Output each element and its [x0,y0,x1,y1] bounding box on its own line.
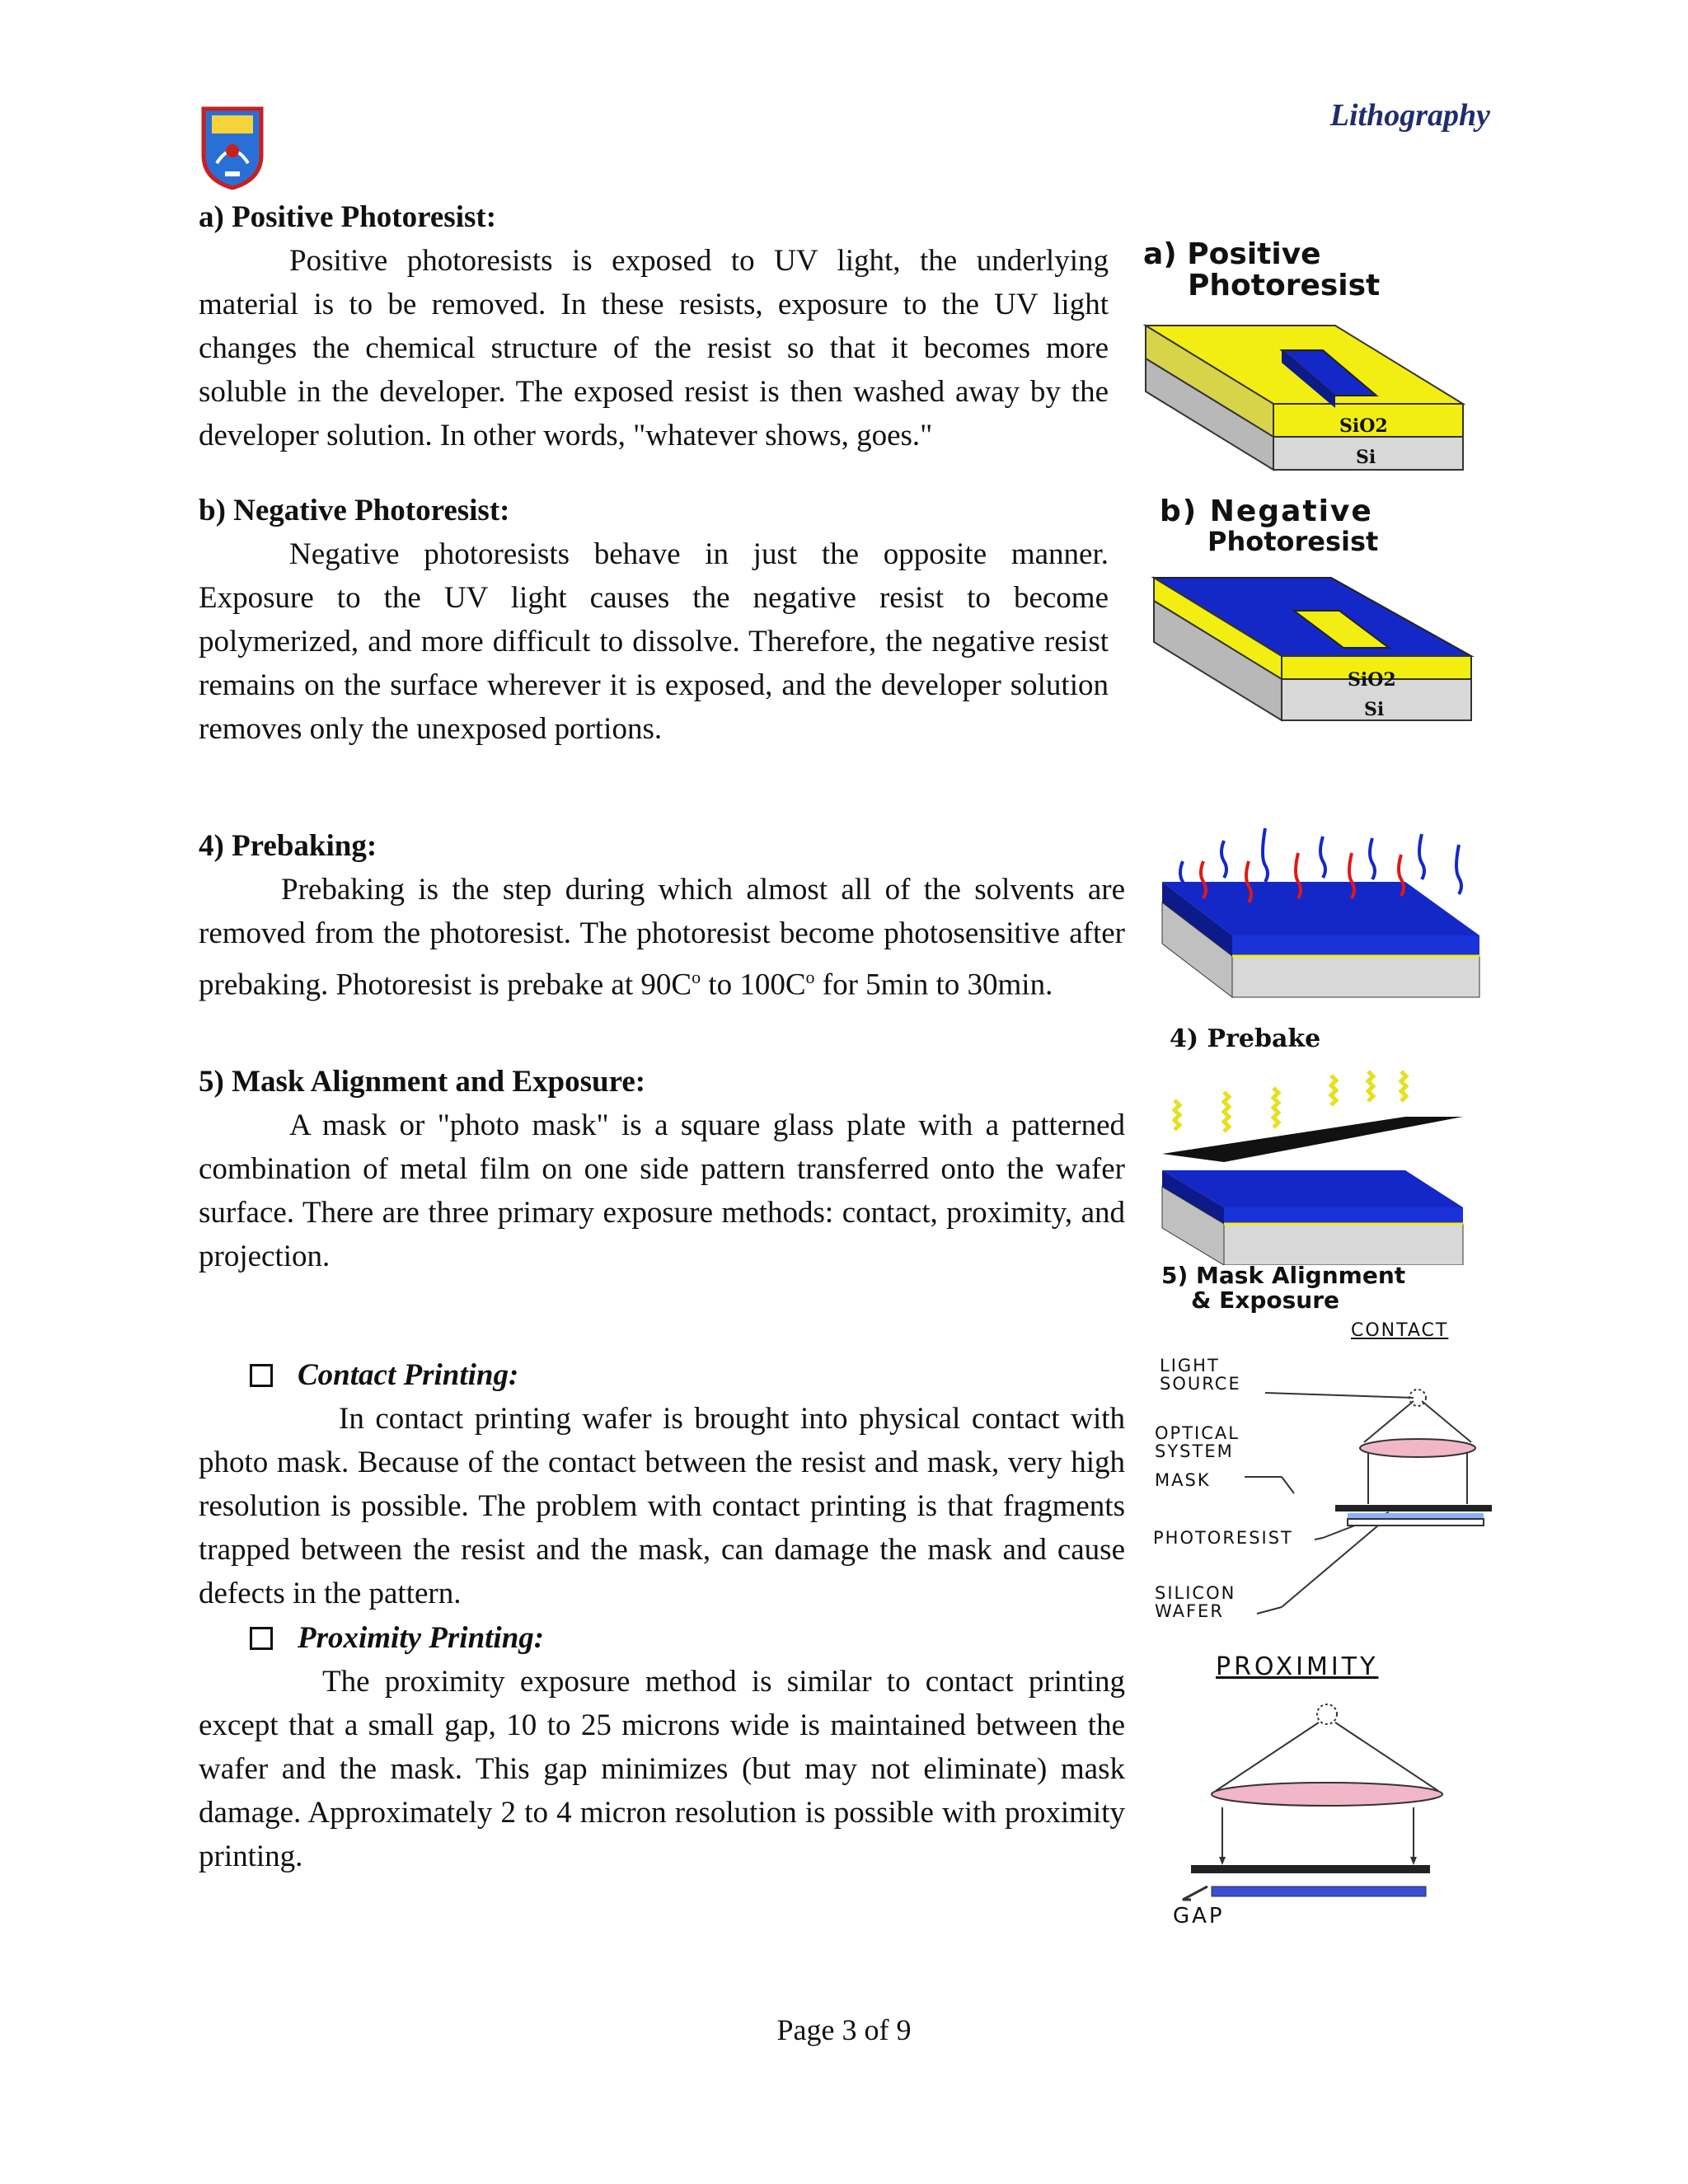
figure-label: b) Negative [1160,494,1373,528]
section-body: Positive photoresists is exposed to UV light, the underlying material is to be removed. In these resists, exposure to the UV light changes the chemical structure of the resist so that it becomes more soluble in the developer. The exposed resist is then washed away by the developer solution. In other words, "whatever shows, goes." [199,244,1109,452]
section-heading: a) Positive Photoresist: [199,200,497,234]
figure-label: Si [1356,447,1376,468]
section-negative [199,489,1109,751]
figure-contact-printing [1150,1319,1496,1624]
section-positive [199,195,1109,457]
figure-title: CONTACT [1351,1320,1449,1341]
figure-positive-photoresist [1142,239,1471,486]
subsection-heading: Contact Printing: [199,1353,1125,1397]
figure-label: Photoresist [1207,526,1379,557]
figure-label: 4) Prebake [1170,1024,1321,1053]
figure-proximity-printing [1150,1652,1479,1941]
figure-negative-photoresist [1150,493,1479,732]
figure-prebake [1158,820,1488,1059]
figure-label: OPTICAL SYSTEM [1155,1423,1240,1461]
section-heading: 5) Mask Alignment and Exposure: [199,1065,646,1099]
section-body: The proximity exposure method is similar to contact printing except that a small gap, 10 to 25 microns wide is maintained between the wafer and the mask. This gap minimizes (but may not eliminate) mask damage. Approximately 2 to 4 micron resolution is possible with proximity printing. [199,1665,1125,1873]
figure-mask-alignment [1158,1067,1488,1315]
section-prebaking [199,824,1125,1006]
figure-label: GAP [1173,1904,1225,1929]
section-proximity-printing [199,1616,1125,1878]
section-body: A mask or "photo mask" is a square glass plate with a patterned combination of metal film on one side pattern transferred onto the wafer surface. There are three primary exposure methods: contact, proximity, and projection. [199,1108,1125,1273]
figure-label: PHOTORESIST [1153,1528,1293,1548]
checkbox-bullet-icon [250,1364,273,1387]
figure-label: MASK [1155,1470,1211,1490]
subsection-heading: Proximity Printing: [199,1616,1125,1660]
figure-label: LIGHT SOURCE [1160,1356,1241,1394]
section-body: Prebaking is the step during which almost all of the solvents are removed from the photoresist. The photoresist become photosensitive after prebaking. Photoresist is prebake at $90C^o$ to $100C^o$ for 5min to 30min. [199,873,1125,1002]
figure-label: SILICON WAFER [1155,1583,1236,1621]
figure-label: a) Positive [1143,237,1321,271]
figure-label: & Exposure [1191,1286,1340,1314]
section-contact-printing [199,1353,1125,1615]
figure-label: SiO2 [1348,669,1396,691]
section-heading: b) Negative Photoresist: [199,494,510,527]
page-number: Page 3 of 9 [776,2013,912,2046]
checkbox-bullet-icon [250,1627,273,1650]
figure-label: Photoresist [1188,269,1381,302]
figure-label: SiO2 [1339,415,1388,437]
section-heading: 4) Prebaking: [199,829,377,863]
university-logo [200,105,265,190]
figure-title: PROXIMITY [1216,1652,1379,1681]
section-body: In contact printing wafer is brought into physical contact with photo mask. Because of the contact between the resist and mask, very high resolution is possible. The problem with contact printing is that fragments trapped between the resist and the mask, can damage the mask and cause defects in the pattern. [199,1402,1125,1610]
figure-label: 5) Mask Alignment [1161,1262,1406,1289]
header-title: Lithography [1329,98,1490,133]
section-mask-alignment [199,1060,1125,1278]
section-body: Negative photoresists behave in just the opposite manner. Exposure to the UV light causes the negative resist to become polymerized, and more difficult to dissolve. Therefore, the negative resist remains on the surface wherever it is exposed, and the developer solution removes only the unexposed portions. [199,537,1109,746]
figure-label: Si [1364,699,1385,720]
